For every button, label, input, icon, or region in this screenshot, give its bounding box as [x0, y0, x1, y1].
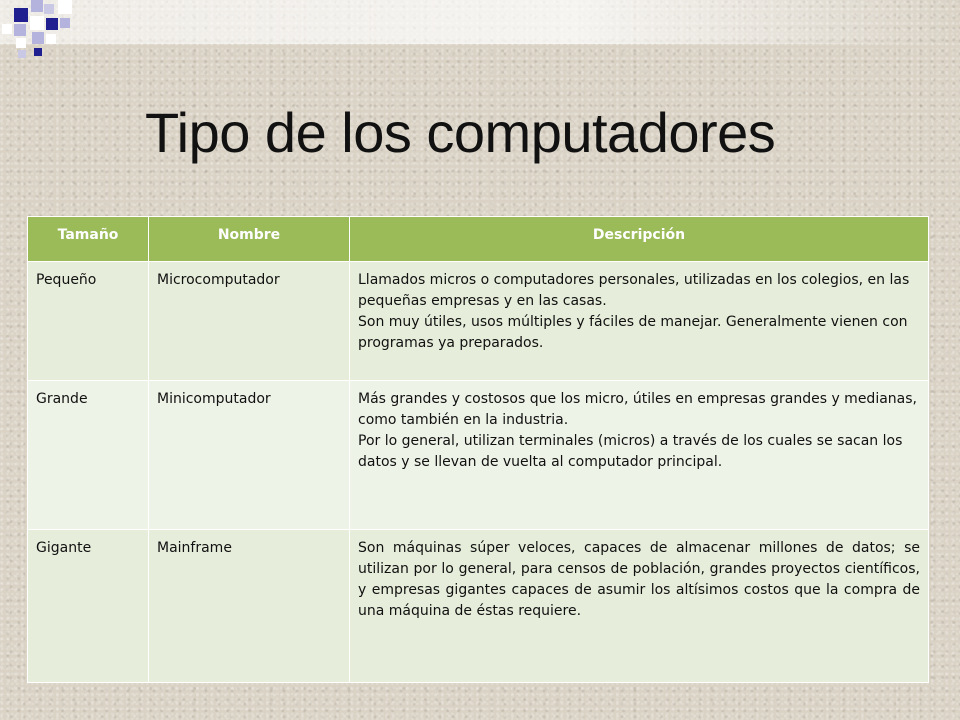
- cell-size: Pequeño: [28, 262, 149, 381]
- cell-name: Mainframe: [149, 530, 350, 683]
- decor-square: [32, 32, 44, 44]
- table-row: [28, 262, 929, 381]
- top-decoration-band: [0, 0, 960, 44]
- decor-square: [16, 38, 26, 48]
- description-paragraph: Son máquinas súper veloces, capaces de almacenar millones de datos; se utilizan por lo general, para censos de población, grandes proyectos científicos, y empresas gigantes capaces de asumir los altísimos costos que la compra de una máquina de éstas requiere.: [358, 540, 920, 619]
- decor-square: [30, 16, 44, 30]
- header-description: Descripción: [350, 217, 929, 262]
- cell-size: Grande: [28, 381, 149, 530]
- decor-square: [46, 34, 56, 44]
- computer-types-table: [27, 216, 929, 683]
- cell-name: Microcomputador: [149, 262, 350, 381]
- cell-description: [350, 530, 929, 683]
- decor-square: [18, 50, 26, 58]
- decor-square: [34, 48, 42, 56]
- table-row: [28, 530, 929, 683]
- decor-square: [2, 24, 12, 34]
- cell-size: Gigante: [28, 530, 149, 683]
- decor-square: [31, 0, 43, 12]
- decor-square: [46, 18, 58, 30]
- decor-square: [60, 18, 70, 28]
- header-name: Nombre: [149, 217, 350, 262]
- decor-square: [14, 24, 26, 36]
- cell-description: [350, 262, 929, 381]
- cell-description: [350, 381, 929, 530]
- slide-title: Tipo de los computadores: [145, 101, 776, 164]
- description-paragraph: Son muy útiles, usos múltiples y fáciles de manejar. Generalmente vienen con programas ya preparados.: [358, 314, 908, 351]
- table-row: [28, 381, 929, 530]
- cell-name: Minicomputador: [149, 381, 350, 530]
- description-paragraph: Por lo general, utilizan terminales (micros) a través de los cuales se sacan los datos y se llevan de vuelta al computador principal.: [358, 433, 903, 470]
- description-paragraph: Más grandes y costosos que los micro, útiles en empresas grandes y medianas, como también en la industria.: [358, 391, 917, 428]
- decor-square: [44, 4, 54, 14]
- header-size: Tamaño: [28, 217, 149, 262]
- decor-square: [14, 8, 28, 22]
- decor-square: [58, 0, 72, 14]
- table-header-row: [28, 217, 929, 262]
- description-paragraph: Llamados micros o computadores personales, utilizadas en los colegios, en las pequeñas empresas y en las casas.: [358, 272, 910, 309]
